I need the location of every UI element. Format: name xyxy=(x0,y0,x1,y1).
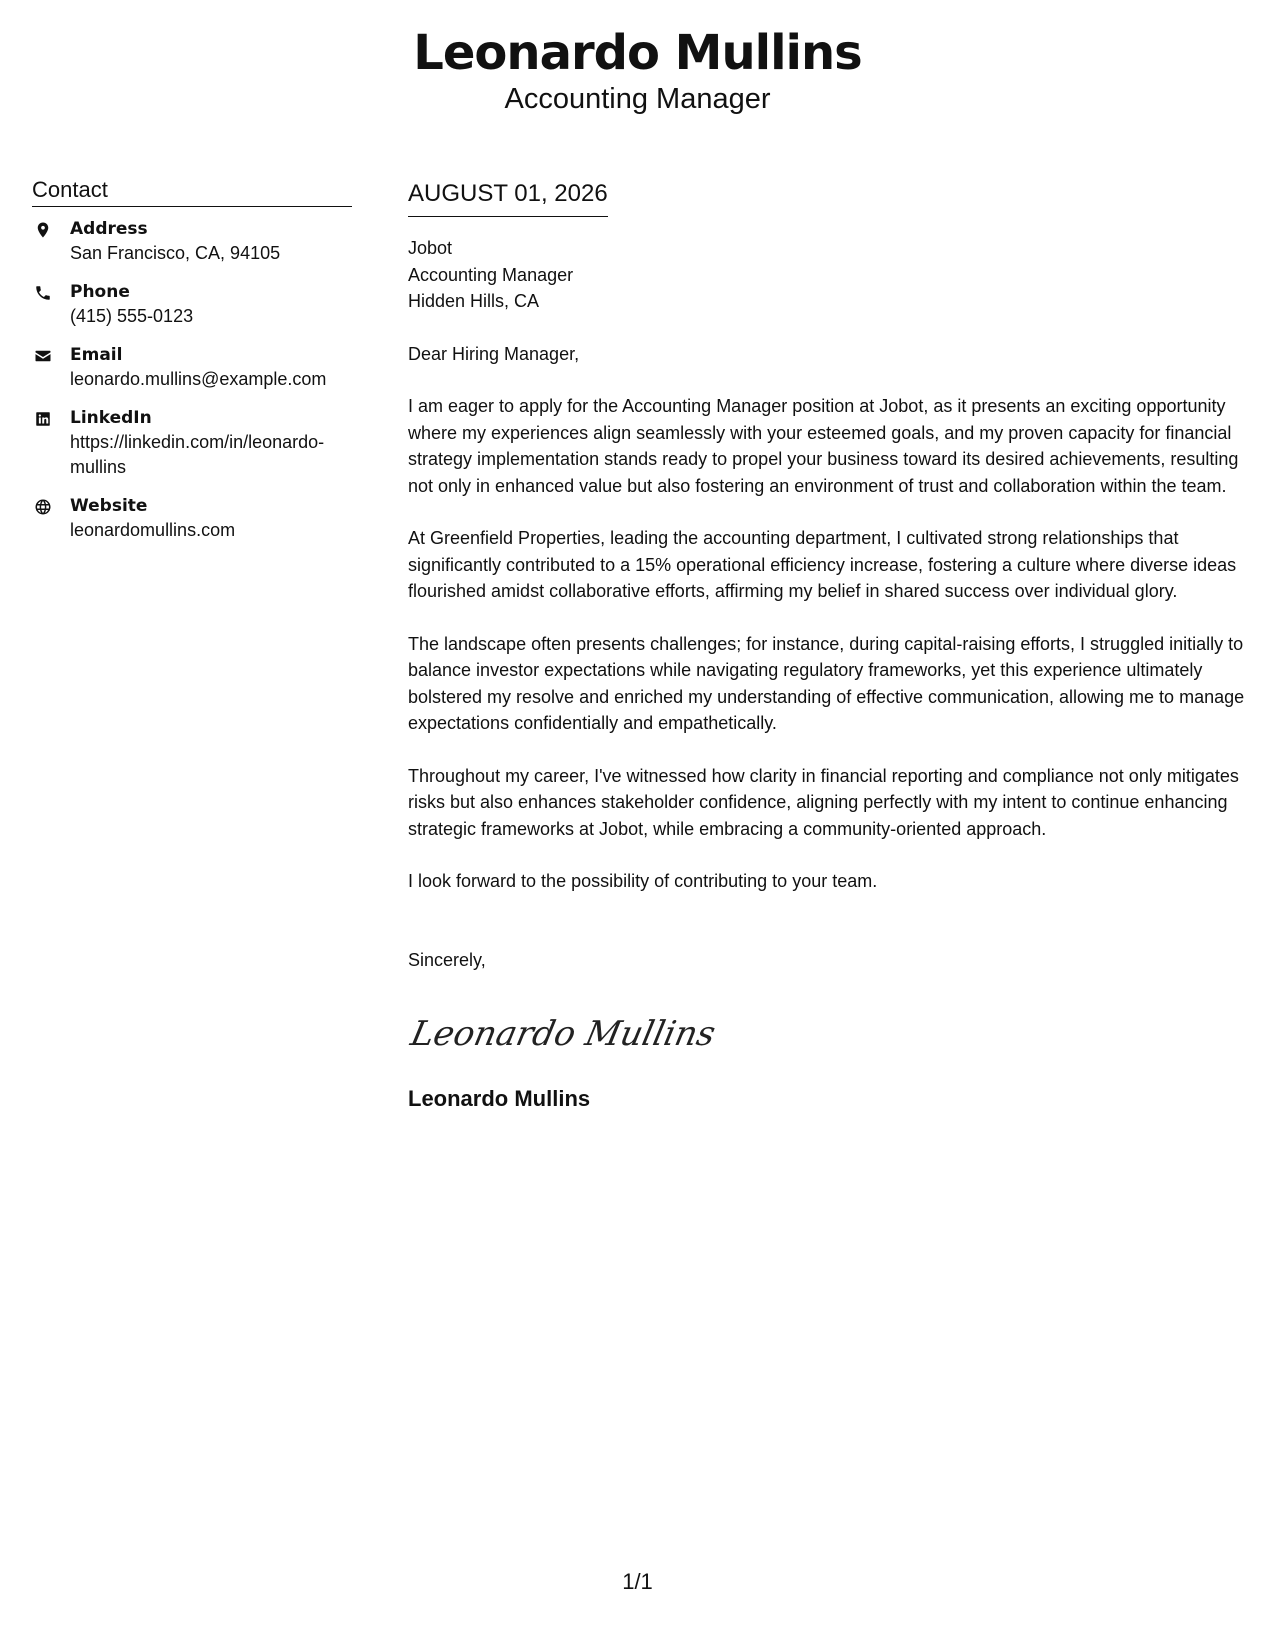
contact-value-email[interactable]: leonardo.mullins@example.com xyxy=(70,369,327,389)
contact-heading: Contact xyxy=(32,176,352,207)
paragraph: I am eager to apply for the Accounting Manager position at Jobot, as it presents an exciting opportunity where my experiences align seamlessly with your esteemed goals, and my proven capacity for financial strategy implementation stands ready to propel your business toward its desired achievements, resulting not only in enhanced value but also fostering an environment of trust and collaboration within the team. xyxy=(408,396,1239,496)
contact-label-website: Website xyxy=(70,496,148,516)
svg-text:Leonardo Mullins: Leonardo Mullins xyxy=(407,1014,719,1054)
page-number: 1/1 xyxy=(622,1569,653,1594)
contact-item-address xyxy=(32,217,352,266)
handwritten-signature xyxy=(408,1003,1253,1063)
contact-item-phone xyxy=(32,280,352,329)
contact-item-website xyxy=(32,494,352,543)
applicant-role: Accounting Manager xyxy=(504,83,771,115)
contact-sidebar xyxy=(32,176,352,557)
paragraph: I look forward to the possibility of contributing to your team. xyxy=(408,871,878,891)
paragraph: At Greenfield Properties, leading the accounting department, I cultivated strong relationships that significantly contributed to a 15% operational efficiency increase, fostering a culture where diverse ideas flourished amidst collaborative efforts, affirming my belief in shared success over individual glory. xyxy=(408,528,1237,601)
letter-date: AUGUST 01, 2026 xyxy=(408,178,608,217)
contact-label-phone: Phone xyxy=(70,282,130,302)
linkedin-icon xyxy=(32,408,54,430)
contact-value-linkedin[interactable]: https://linkedin.com/in/leonardo-mullins xyxy=(70,432,325,477)
paragraph: Throughout my career, I've witnessed how clarity in financial reporting and compliance not only mitigates risks but also enhances stakeholder confidence, aligning perfectly with my intent to continue enhancing strategic frameworks at Jobot, while embracing a community-oriented approach. xyxy=(408,765,1239,839)
applicant-name: Leonardo Mullins xyxy=(413,25,862,81)
contact-value-address: San Francisco, CA, 94105 xyxy=(70,243,281,263)
contact-item-email xyxy=(32,343,352,392)
recipient-position: Accounting Manager xyxy=(408,264,574,285)
paragraph: The landscape often presents challenges; for instance, during capital-raising efforts, I struggled initially to balance investor expectations while navigating regulatory frameworks, yet this experience ultimately bolstered my resolve and enriched my understanding of effective communication, allowing me to manage expectations confidentially and empathetically. xyxy=(408,633,1245,733)
signer-name: Leonardo Mullins xyxy=(408,1086,591,1111)
map-pin-icon xyxy=(32,219,54,241)
letter-header xyxy=(0,24,1275,116)
contact-value-phone: (415) 555-0123 xyxy=(70,306,194,326)
phone-icon xyxy=(32,282,54,304)
contact-value-website[interactable]: leonardomullins.com xyxy=(70,520,236,540)
letter-body xyxy=(408,178,1253,1113)
envelope-icon xyxy=(32,345,54,367)
contact-label-email: Email xyxy=(70,345,123,365)
closing: Sincerely, xyxy=(408,949,486,970)
contact-label-linkedin: LinkedIn xyxy=(70,408,152,428)
contact-item-linkedin xyxy=(32,406,352,480)
contact-label-address: Address xyxy=(70,219,148,239)
recipient-company: Jobot xyxy=(408,238,453,258)
salutation: Dear Hiring Manager, xyxy=(408,343,580,364)
recipient-block xyxy=(408,235,1253,315)
globe-icon xyxy=(32,496,54,518)
recipient-location: Hidden Hills, CA xyxy=(408,291,540,311)
